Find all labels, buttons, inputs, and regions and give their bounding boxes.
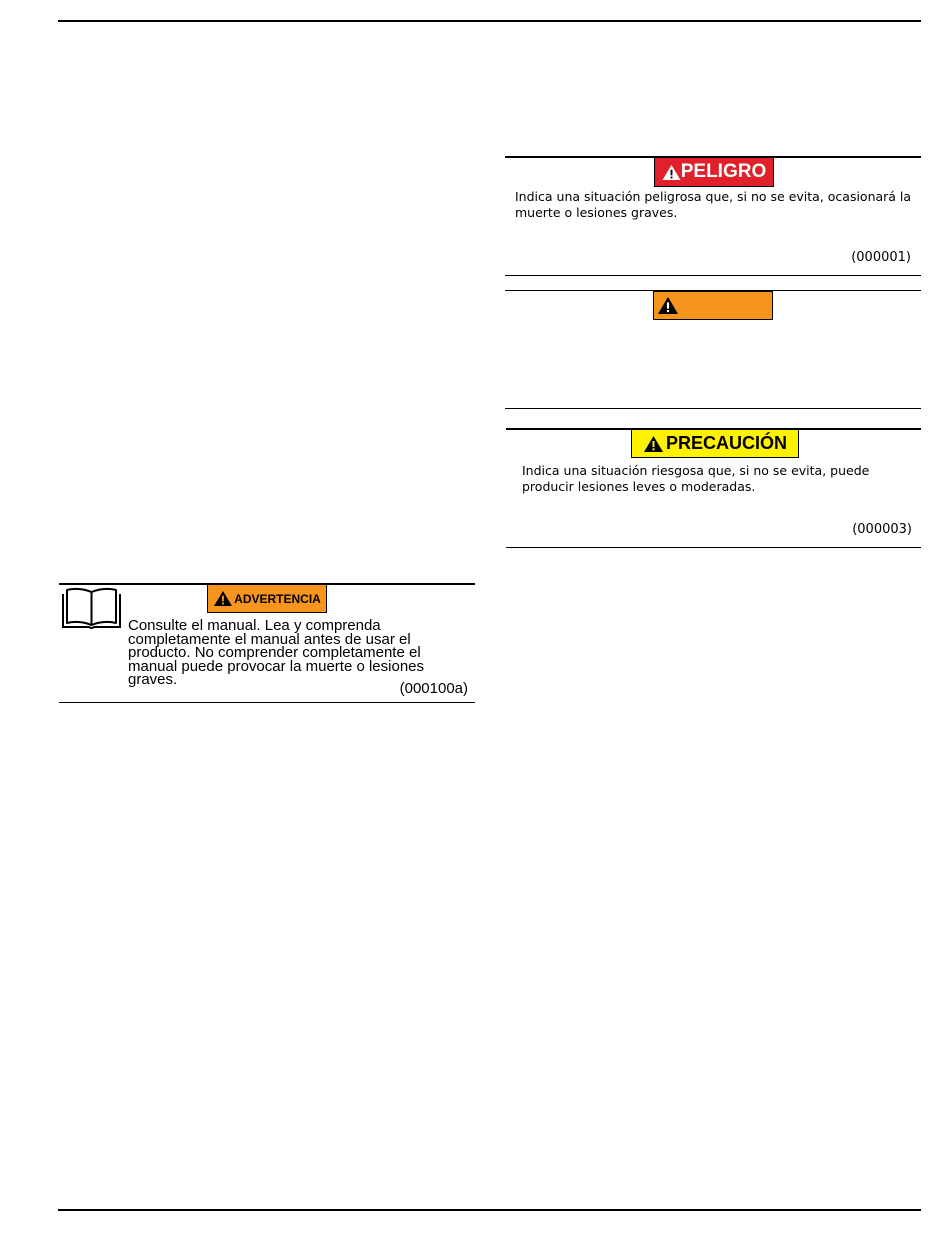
warning-triangle-icon [662,164,681,181]
peligro-sign [654,157,774,187]
manual-warning-label: ADVERTENCIA [234,591,321,606]
peligro-label: PELIGRO [680,161,767,182]
precaucion-label: PRECAUCIÓN [665,433,787,453]
header-rule [58,20,921,22]
manual-warning-sign [207,584,327,613]
precaucion-description: Indica una situación riesgosa que, si no se evita, puede producir lesiones leves o moderadas. [522,463,870,494]
peligro-code: (000001) [851,250,911,265]
peligro-bottom-rule [505,275,921,276]
advertencia-bottom-rule [505,408,921,409]
warning-triangle-icon [213,590,233,607]
read-manual-icon [61,586,122,630]
manual-warning-code: (000100a) [399,680,468,697]
manual-warning-bottom-rule [59,702,475,703]
footer-rule [58,1209,921,1211]
peligro-description: Indica una situación peligrosa que, si no se evita, ocasionará la muerte o lesiones graves. [515,189,912,220]
precaucion-sign [631,429,799,458]
manual-warning-description: Consulte el manual. Lea y comprenda completamente el manual antes de usar el producto. No comprender completamente el manual puede provocar la muerte o lesiones graves. [128,617,425,688]
precaucion-code: (000003) [852,522,912,537]
warning-triangle-icon [657,296,679,315]
advertencia-sign [653,291,773,320]
precaucion-bottom-rule [506,547,921,548]
warning-triangle-icon [643,435,664,453]
